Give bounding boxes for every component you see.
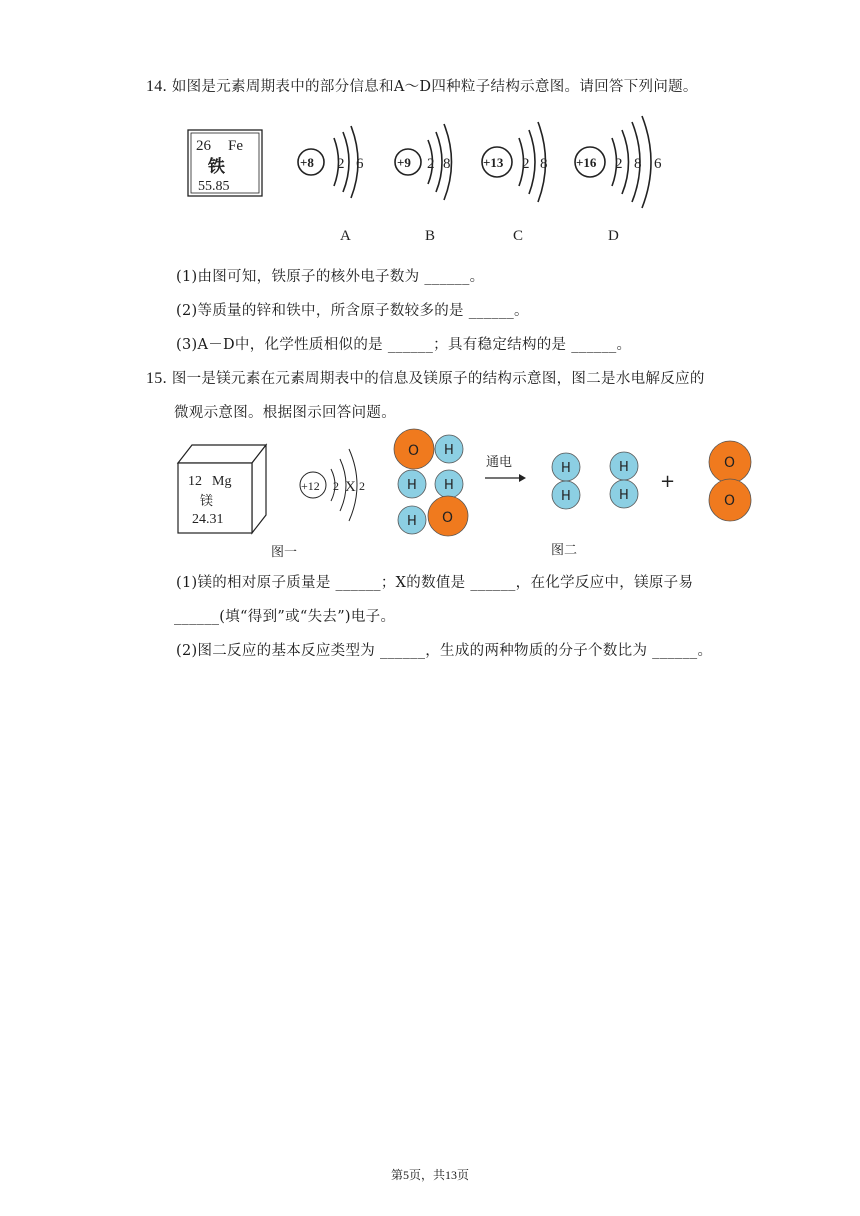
mg-atom-shell-3: 2 bbox=[359, 479, 365, 493]
atom-d-shell-3: 6 bbox=[654, 156, 662, 172]
fe-number: 26 bbox=[196, 138, 211, 154]
mg-name: 镁 bbox=[200, 494, 214, 509]
atom-hydrogen-label: H bbox=[561, 489, 571, 504]
q14-stem: 如图是元素周期表中的部分信息和A～D四种粒子结构示意图。请回答下列问题。 bbox=[171, 79, 698, 95]
atom-hydrogen-label: H bbox=[407, 514, 417, 529]
atom-c-label: C bbox=[513, 228, 524, 244]
atom-a-diagram bbox=[298, 126, 364, 244]
q14-figure bbox=[180, 110, 680, 250]
atom-a-label: A bbox=[340, 228, 351, 244]
q15-stem-line1: 图一是镁元素在元素周期表中的信息及镁原子的结构示意图，图二是水电解反应的 bbox=[171, 371, 705, 387]
q15-sub2: (2)图二反应的基本反应类型为 ______，生成的两种物质的分子个数比为 ______。 bbox=[176, 643, 713, 659]
q15-figure bbox=[170, 425, 760, 565]
atom-b-label: B bbox=[425, 228, 436, 244]
figure-1-label: 图一 bbox=[271, 545, 298, 560]
figure-2-label: 图二 bbox=[551, 543, 578, 558]
q15-stem-row bbox=[146, 367, 705, 388]
atom-d-diagram bbox=[575, 116, 662, 244]
atom-c-nucleus: +13 bbox=[483, 155, 504, 170]
atom-d-nucleus: +16 bbox=[576, 155, 597, 170]
reaction-arrow bbox=[485, 454, 526, 482]
atom-hydrogen-label: H bbox=[561, 461, 571, 476]
mg-atom-shell-1: 2 bbox=[333, 479, 339, 493]
atom-oxygen-label: O bbox=[724, 493, 736, 509]
atom-b-shell-1: 2 bbox=[427, 156, 435, 172]
q14-sub1: (1)由图可知，铁原子的核外电子数为 ______。 bbox=[176, 269, 485, 285]
fe-mass: 55.85 bbox=[198, 179, 230, 194]
atom-oxygen-label: O bbox=[724, 455, 736, 471]
mg-element-card bbox=[178, 445, 266, 533]
plus-sign: + bbox=[660, 471, 676, 492]
atom-b-nucleus: +9 bbox=[397, 155, 411, 170]
atom-hydrogen-label: H bbox=[619, 488, 629, 503]
fe-element-card bbox=[188, 130, 262, 196]
mg-mass: 24.31 bbox=[192, 512, 224, 527]
q15-stem-line2: 微观示意图。根据图示回答问题。 bbox=[174, 405, 396, 421]
mg-atom-diagram bbox=[300, 449, 365, 521]
q15-sub1-line2: ______(填“得到”或“失去”)电子。 bbox=[174, 609, 396, 625]
mg-number: 12 bbox=[188, 474, 202, 489]
atom-hydrogen-label: H bbox=[619, 460, 629, 475]
atom-oxygen-label: O bbox=[408, 443, 420, 459]
product-oxygen-molecule bbox=[709, 441, 751, 521]
atom-c-shell-2: 8 bbox=[540, 156, 548, 172]
atom-b-diagram bbox=[395, 124, 452, 244]
atom-hydrogen-label: H bbox=[444, 443, 454, 458]
q14-sub2: (2)等质量的锌和铁中，所含原子数较多的是 ______。 bbox=[176, 303, 529, 319]
q14-number: 14. bbox=[146, 78, 167, 95]
atom-hydrogen-label: H bbox=[407, 478, 417, 493]
mg-symbol: Mg bbox=[212, 474, 232, 489]
atom-a-nucleus: +8 bbox=[300, 155, 314, 170]
q14-sub3: (3)A－D中，化学性质相似的是 ______；具有稳定结构的是 ______。 bbox=[176, 337, 632, 353]
arrow-label: 通电 bbox=[486, 455, 513, 470]
atom-oxygen-label: O bbox=[442, 510, 454, 526]
atom-a-shell-1: 2 bbox=[337, 156, 345, 172]
atom-d-label: D bbox=[608, 228, 619, 244]
atom-d-shell-1: 2 bbox=[615, 156, 623, 172]
atom-c-shell-1: 2 bbox=[522, 156, 530, 172]
q15-sub1-line1: (1)镁的相对原子质量是 ______；X的数值是 ______，在化学反应中，镁原子易 bbox=[176, 575, 694, 591]
q15-number: 15. bbox=[146, 370, 167, 387]
page-footer: 第5页，共13页 bbox=[390, 1168, 469, 1182]
product-hydrogen-molecules bbox=[552, 452, 638, 509]
fe-name: 铁 bbox=[208, 157, 225, 177]
atom-hydrogen-label: H bbox=[444, 478, 454, 493]
fe-symbol: Fe bbox=[228, 138, 243, 154]
atom-a-shell-2: 6 bbox=[356, 156, 364, 172]
reactant-water-molecules bbox=[394, 429, 468, 536]
atom-b-shell-2: 8 bbox=[443, 156, 451, 172]
mg-atom-shell-2: X bbox=[345, 479, 356, 495]
atom-c-diagram bbox=[482, 122, 548, 244]
mg-atom-nucleus: +12 bbox=[301, 479, 320, 493]
q14-stem-row bbox=[146, 75, 698, 96]
atom-d-shell-2: 8 bbox=[634, 156, 642, 172]
